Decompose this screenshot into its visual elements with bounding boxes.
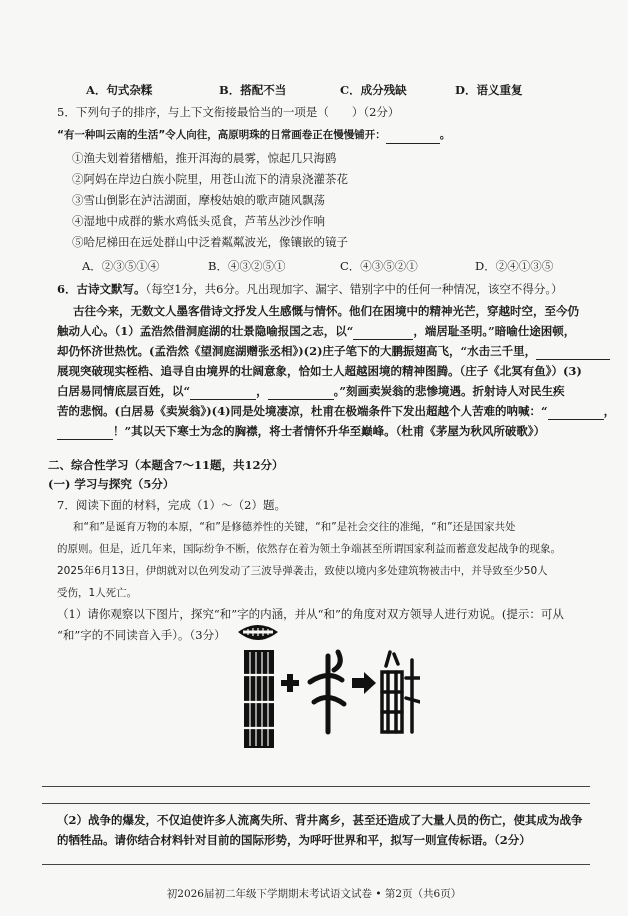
q7-1-line-2: “和”字的不同读音入手）。（3分） — [57, 628, 226, 642]
q6-line-4: 展现突破现实桎梏、追寻自由境界的壮阔意象，恰如士人超越困境的精神图腾。（庄子《北冥有鱼》）(3) — [57, 364, 582, 378]
answer-line-3[interactable] — [42, 864, 590, 865]
he-character-evolution-illustration — [210, 620, 420, 752]
q6-line-6: 苦的悲悯。(白居易《卖炭翁》)(4)同是处境凄凉，杜甫在极端条件下发出超越个人苦难的呐喊：“ ， — [57, 404, 616, 418]
answer-line-1[interactable] — [42, 786, 590, 787]
q5-item-4: ④湿地中成群的紫水鸡低头觅食，芦苇丛沙沙作响 — [72, 214, 325, 228]
q5-option-a: A．②③⑤①④ — [82, 259, 160, 273]
q4-option-d: D．语义重复 — [455, 83, 523, 97]
bundled-pipes-glyph — [244, 650, 274, 748]
section-2-sub-title: (一) 学习与探究（5分） — [48, 477, 175, 491]
q7-material-line-1: 和“和”是诞育万物的本原，“和”是修德养性的关键，“和”是社会交往的准绳，“和”还是国家共处 — [73, 521, 516, 533]
q7-2-line-2: 的牺牲品。请你结合材料针对目前的国际形势，为呼吁世界和平，拟写一则宣传标语。（2分） — [57, 833, 531, 847]
q6-blank-6 — [57, 427, 113, 440]
answer-line-2[interactable] — [42, 803, 590, 804]
q6-line-7: ！”其以天下寒士为念的胸襟，将士者情怀升华至巅峰。（杜甫《茅屋为秋风所破歌》） — [57, 423, 545, 440]
q6-line-1: 古往今来，无数文人墨客借诗文抒发人生感慨与情怀。他们在困境中的精神光芒，穿越时空，至今仍 — [73, 304, 579, 318]
q6-blank-2 — [536, 347, 610, 360]
q7-2-line-1: （2）战争的爆发，不仅迫使许多人流离失所、背井离乡，甚至还造成了大量人员的伤亡，使其成为战争 — [57, 813, 583, 827]
q6-line-5: 白居易同情底层百姓，以“ ， 。”刻画卖炭翁的悲惨境遇。折射诗人对民生疾 — [57, 384, 565, 398]
section-2-title: 二、综合性学习（本题含7～11题，共12分） — [48, 458, 284, 472]
page-footer: 初2026届初二年级下学期期末考试语文试卷 • 第2页（共6页） — [166, 888, 462, 900]
q5-item-3: ③雪山倒影在泸沽湖面，摩梭姑娘的歌声随风飘荡 — [72, 193, 325, 207]
q5-stem: 5．下列句子的排序，与上下文衔接最恰当的一项是（ ）（2分） — [57, 105, 400, 119]
q5-option-c: C．④③⑤②① — [340, 259, 418, 273]
q6-title: 6．古诗文默写。（每空1分，共6分。凡出现加字、漏字、错别字中的任何一种情况，该空不得分。） — [57, 282, 563, 296]
q5-item-5: ⑤哈尼梯田在远处群山中泛着粼粼波光，像镶嵌的镜子 — [72, 235, 348, 249]
q5-item-2: ②阿妈在岸边白族小院里，用苍山流下的清泉浇灌茶花 — [72, 172, 348, 186]
q6-blank-1 — [353, 327, 413, 340]
q5-option-b: B．④③②⑤① — [208, 259, 286, 273]
q6-blank-4 — [268, 387, 334, 400]
q7-1-line-1: （1）请你观察以下图片，探究“和”字的内涵，并从“和”的角度对双方领导人进行劝说。(提示：可从 — [57, 607, 564, 621]
q5-item-1: ①渔夫划着猪槽船，推开洱海的晨雾，惊起几只海鸥 — [72, 151, 337, 165]
mouth-glyph — [238, 625, 278, 640]
q4-option-b: B．搭配不当 — [219, 83, 287, 97]
q5-answer-blank — [386, 131, 440, 144]
q4-option-c: C．成分残缺 — [340, 83, 407, 97]
q7-material-line-4: 受伤，1人死亡。 — [57, 587, 138, 599]
q6-line-3: 却仍怀济世热忱。(孟浩然《望洞庭湖赠张丞相》)(2)庄子笔下的大鹏振翅高飞，“水击三千里， — [57, 343, 610, 360]
combined-he-glyph — [382, 652, 420, 732]
q6-line-2: 触动人心。（1）孟浩然借洞庭湖的壮景隐喻报国之志，以“ ，端居耻圣明。”暗喻仕途困顿， — [57, 324, 576, 338]
q4-option-a: A．句式杂糅 — [86, 83, 153, 97]
q7-material-line-2: 的原则。但是，近几年来，国际纷争不断，依然存在着为领土争端甚至所谓国家利益而蓄意发起战争的现象。 — [57, 543, 561, 555]
q6-blank-5 — [548, 407, 604, 420]
arrow-right-icon — [352, 672, 376, 694]
q5-option-d: D．②④①③⑤ — [475, 259, 554, 273]
q7-material-line-3: 2025年6月13日，伊朗就对以色列发动了三波导弹袭击，致使以境内多处建筑物被击中，并导致至少50人 — [57, 565, 548, 577]
q6-blank-3 — [190, 387, 256, 400]
q5-quote: “有一种叫云南的生活”令人向往，高原明珠的日常画卷正在慢慢铺开： 。 — [57, 127, 450, 144]
plus-icon — [281, 674, 299, 692]
grain-glyph — [310, 652, 344, 732]
q7-stem: 7．阅读下面的材料，完成（1）～（2）题。 — [57, 498, 286, 512]
